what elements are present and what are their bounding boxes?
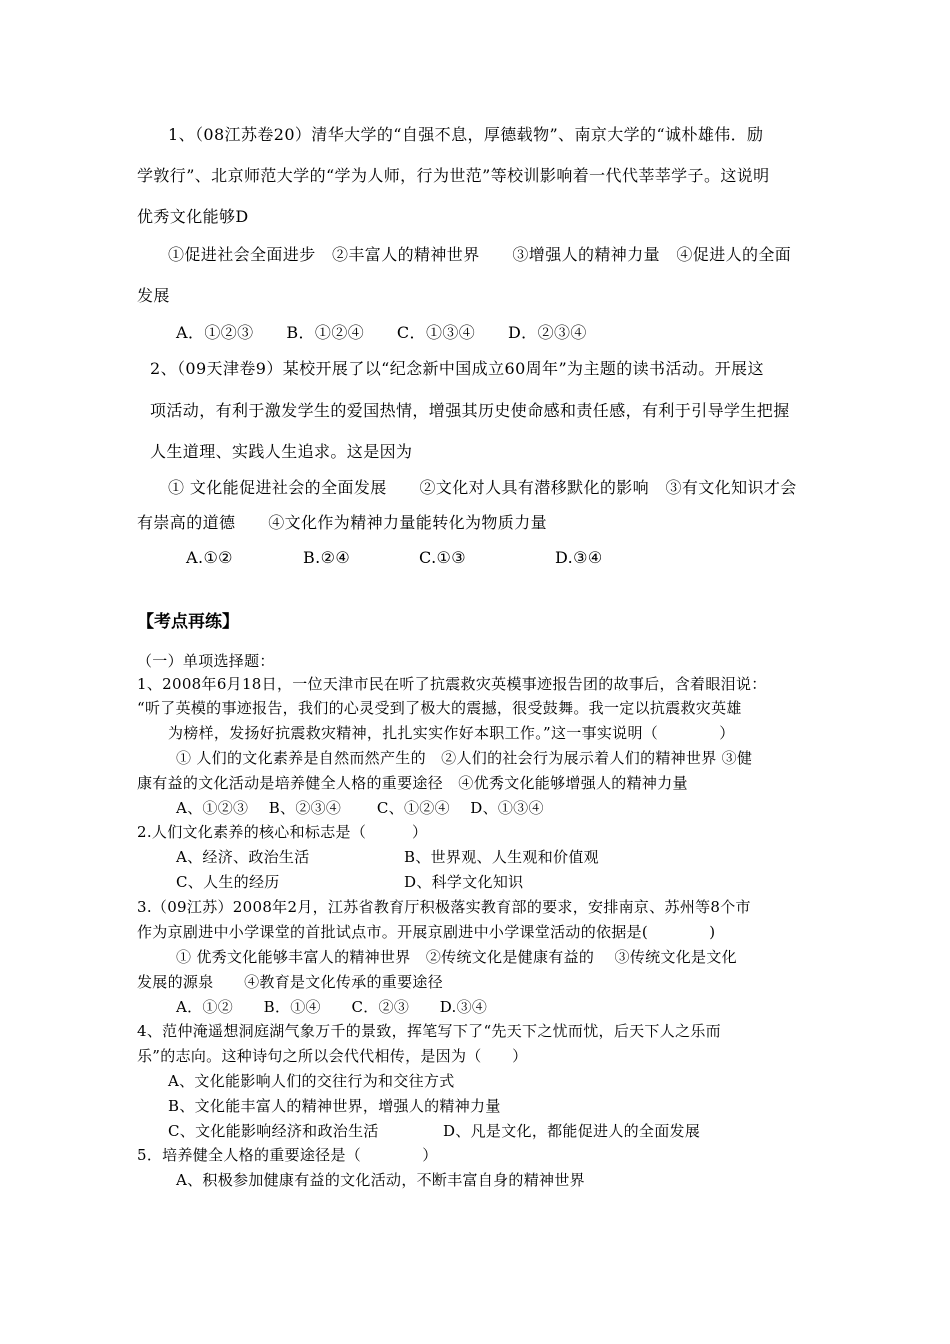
q1-line-2: 学敦行”、北京师范大学的“学为人师，行为世范”等校训影响着一代代莘莘学子。这说明 [137, 166, 770, 185]
p1-options: A、①②③ B、②③④ C、①②④ D、①③④ [176, 799, 544, 817]
p4-option-b: B、文化能丰富人的精神世界，增强人的精神力量 [168, 1097, 501, 1115]
subsection-heading: （一）单项选择题： [137, 652, 275, 670]
p3-statements-line-1: ① 优秀文化能够丰富人的精神世界 ②传统文化是健康有益的 ③传统文化是文化 [176, 948, 737, 966]
q1-line-3: 优秀文化能够D [137, 207, 249, 226]
q2-option-d: D.③④ [555, 548, 603, 567]
q2-option-a: A.①② [186, 548, 233, 567]
p2-option-d: D、科学文化知识 [404, 873, 524, 891]
q2-option-c: C.①③ [419, 548, 467, 567]
p4-option-c: C、文化能影响经济和政治生活 [168, 1122, 379, 1140]
p1-statements-line-2: 康有益的文化活动是培养健全人格的重要途径 ④优秀文化能够增强人的精神力量 [137, 774, 688, 792]
q1-statements-line-1: ①促进社会全面进步 ②丰富人的精神世界 ③增强人的精神力量 ④促进人的全面 [168, 245, 792, 264]
p2-option-b: B、世界观、人生观和价值观 [404, 848, 599, 866]
q2-option-b: B.②④ [303, 548, 351, 567]
p1-line-2: “听了英模的事迹报告，我们的心灵受到了极大的震撼，很受鼓舞。我一定以抗震救灾英雄 [137, 699, 742, 717]
q2-line-3: 人生道理、实践人生追求。这是因为 [150, 442, 413, 461]
p2-question: 2.人们文化素养的核心和标志是（ ） [137, 823, 428, 841]
q2-statements-line-1: ① 文化能促进社会的全面发展 ②文化对人具有潜移默化的影响 ③有文化知识才会 [168, 478, 797, 497]
p4-line-1: 4、范仲淹遥想洞庭湖气象万千的景致，挥笔写下了“先天下之忧而忧，后天下人之乐而 [137, 1022, 721, 1040]
q1-line-1: 1、（08江苏卷20）清华大学的“自强不息，厚德载物”、南京大学的“诚朴雄伟．励 [168, 125, 764, 144]
p3-line-1: 3.（09江苏）2008年2月，江苏省教育厅积极落实教育部的要求，安排南京、苏州等8个市 [137, 898, 751, 916]
p3-line-2: 作为京剧进中小学课堂的首批试点市。开展京剧进中小学课堂活动的依据是( ) [137, 923, 716, 941]
q2-statements-line-2: 有崇高的道德 ④文化作为精神力量能转化为物质力量 [137, 513, 548, 532]
p5-option-a: A、积极参加健康有益的文化活动，不断丰富自身的精神世界 [176, 1171, 585, 1189]
q2-line-1: 2、（09天津卷9）某校开展了以“纪念新中国成立60周年”为主题的读书活动。开展这 [150, 359, 764, 378]
p1-line-3: 为榜样，发扬好抗震救灾精神，扎扎实实作好本职工作。”这一事实说明（ ） [168, 724, 735, 742]
p1-statements-line-1: ① 人们的文化素养是自然而然产生的 ②人们的社会行为展示着人们的精神世界 ③健 [176, 749, 753, 767]
p4-option-d: D、凡是文化，都能促进人的全面发展 [443, 1122, 701, 1140]
q2-line-2: 项活动，有利于激发学生的爱国热情，增强其历史使命感和责任感，有利于引导学生把握 [150, 401, 790, 420]
p1-line-1: 1、2008年6月18日，一位天津市民在听了抗震救灾英模事迹报告团的故事后，含着眼泪说： [137, 675, 767, 693]
q1-statements-line-2: 发展 [137, 286, 170, 305]
p2-option-c: C、人生的经历 [176, 873, 280, 891]
q1-options: A．①②③ B．①②④ C．①③④ D．②③④ [176, 323, 587, 342]
p4-option-a: A、文化能影响人们的交往行为和交往方式 [168, 1072, 455, 1090]
p4-line-2: 乐”的志向。这种诗句之所以会代代相传，是因为（ ） [137, 1047, 528, 1065]
p5-question: 5．培养健全人格的重要途径是（ ） [137, 1146, 438, 1164]
p3-statements-line-2: 发展的源泉 ④教育是文化传承的重要途径 [137, 973, 444, 991]
p3-options: A．①② B．①④ C．②③ D.③④ [176, 998, 488, 1016]
section-heading: 【考点再练】 [137, 612, 239, 632]
p2-option-a: A、经济、政治生活 [176, 848, 310, 866]
